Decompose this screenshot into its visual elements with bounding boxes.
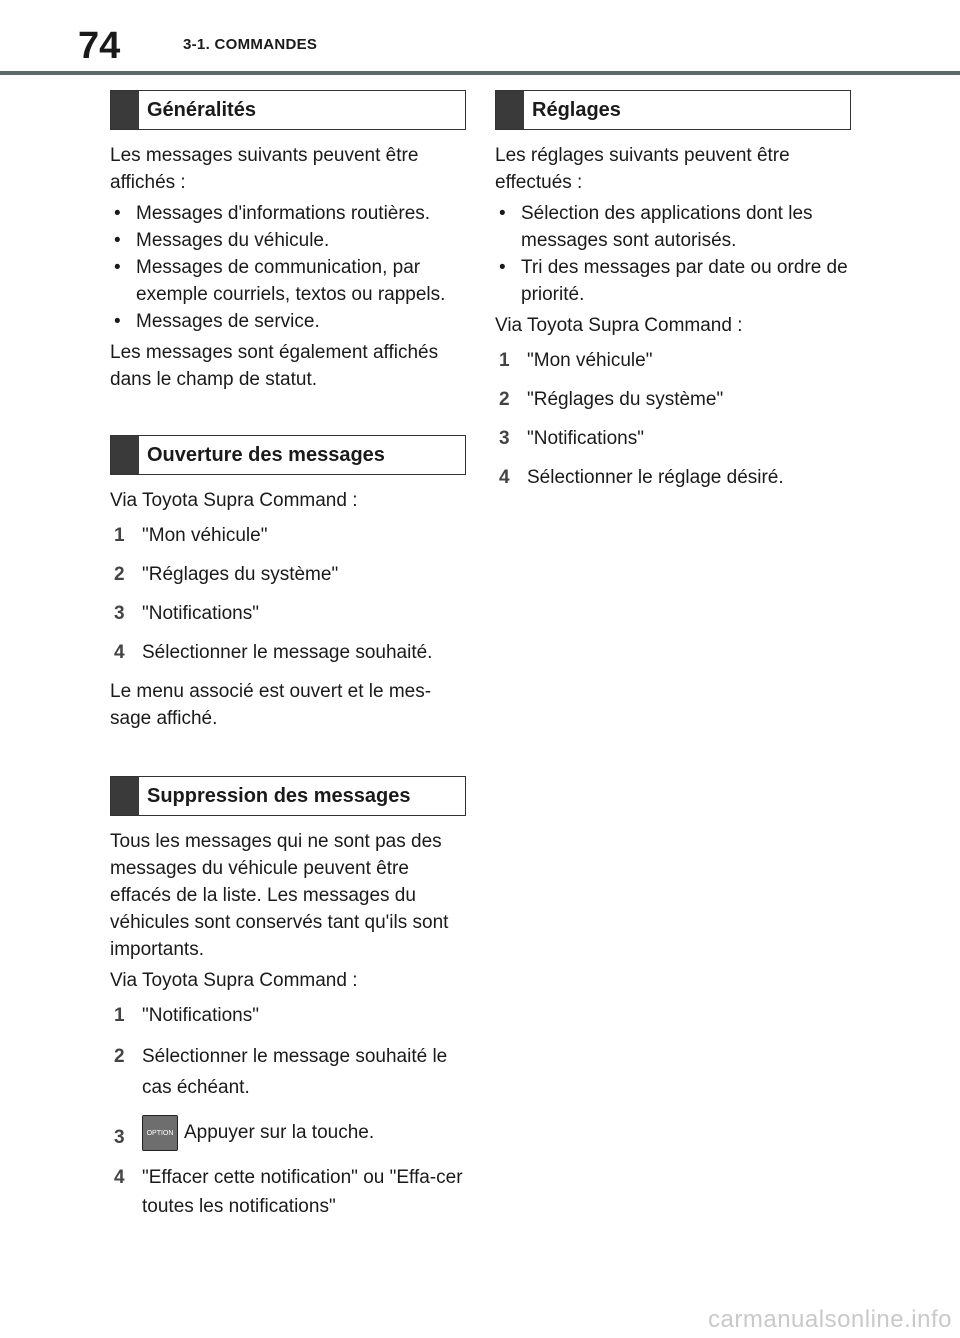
right-column [495, 90, 851, 503]
section-heading-open [110, 435, 466, 475]
step-number: 3 [114, 603, 125, 624]
step-text: "Réglages du système" [527, 389, 724, 410]
list-item: • Messages d'informations routières. [110, 200, 466, 227]
step-item [495, 347, 851, 374]
step-number: 4 [499, 467, 510, 488]
list-item: • Sélection des applications dont les messages sont autorisés. [495, 200, 851, 254]
paragraph: Les réglages suivants peuvent être effectués : [495, 145, 790, 193]
step-number: 3 [114, 1127, 125, 1148]
step-item [110, 639, 466, 666]
header-rule [0, 71, 960, 75]
step-text: Sélectionner le message souhaité le cas échéant. [142, 1046, 448, 1098]
section-title: Ouverture des messages [147, 444, 385, 466]
list-item: • Messages du véhicule. [110, 227, 466, 254]
paragraph: Via Toyota Supra Command : [495, 315, 743, 336]
section-heading-general [110, 90, 466, 130]
left-column [110, 90, 466, 1233]
step-text: "Mon véhicule" [527, 350, 653, 371]
step-item [110, 1115, 466, 1151]
step-text: "Mon véhicule" [142, 525, 268, 546]
step-number: 1 [114, 1005, 125, 1026]
paragraph: Via Toyota Supra Command : [110, 490, 358, 511]
step-item [495, 425, 851, 452]
step-text: "Effacer cette notification" ou "Effa-cer toutes les notifications" [142, 1167, 463, 1218]
list-item: • Tri des messages par date ou ordre de priorité. [495, 254, 851, 308]
step-item [110, 561, 466, 588]
step-number: 1 [499, 350, 510, 371]
step-text: "Notifications" [142, 603, 259, 624]
step-text: "Notifications" [527, 428, 644, 449]
page-number: 74 [78, 25, 121, 67]
step-text: "Réglages du système" [142, 564, 339, 585]
step-number: 2 [114, 564, 125, 585]
step-number: 2 [499, 389, 510, 410]
step-list [495, 347, 851, 491]
paragraph: Via Toyota Supra Command : [110, 970, 358, 991]
step-item [110, 1002, 466, 1029]
paragraph: Les messages sont également affichés dans le champ de statut. [110, 342, 439, 390]
section-heading-bar [496, 91, 524, 129]
step-item [110, 1041, 466, 1103]
step-list [110, 522, 466, 666]
paragraph: Les messages suivants peuvent être affichés : [110, 145, 419, 193]
step-text: Sélectionner le réglage désiré. [527, 467, 784, 488]
section-heading-bar [111, 777, 139, 815]
paragraph: Le menu associé est ouvert et le mes-sage affiché. [110, 681, 432, 729]
step-item [110, 600, 466, 627]
section-heading-settings [495, 90, 851, 130]
list-item: • Messages de service. [110, 308, 466, 335]
step-number: 2 [114, 1046, 125, 1067]
step-number: 3 [499, 428, 510, 449]
chapter-title: 3-1. COMMANDES [183, 36, 318, 53]
bullet-list [495, 200, 851, 308]
bullet-list [110, 200, 466, 335]
watermark: carmanualsonline.info [708, 1306, 952, 1333]
step-number: 4 [114, 1167, 125, 1189]
step-item [110, 1163, 466, 1221]
step-item [495, 386, 851, 413]
page-header [0, 0, 960, 76]
section-heading-bar [111, 436, 139, 474]
paragraph: Tous les messages qui ne sont pas des messages du véhicule peuvent être effacés de la liste. Les messages du véhicules sont conservés tant qu'ils sont importants. [110, 831, 449, 960]
step-list [110, 1002, 466, 1221]
step-item [495, 464, 851, 491]
section-heading-bar [111, 91, 139, 129]
section-title: Généralités [147, 99, 256, 121]
step-item [110, 522, 466, 549]
step-number: 1 [114, 525, 125, 546]
step-text: Sélectionner le message souhaité. [142, 642, 433, 663]
step-text: "Notifications" [142, 1005, 259, 1026]
section-heading-delete [110, 776, 466, 816]
option-button-icon: OPTION [142, 1115, 178, 1151]
step-text: Appuyer sur la touche. [184, 1122, 375, 1144]
section-title: Suppression des messages [147, 785, 411, 807]
list-item: • Messages de communication, par exemple courriels, textos ou rappels. [110, 254, 466, 308]
step-number: 4 [114, 642, 125, 663]
section-title: Réglages [532, 99, 621, 121]
